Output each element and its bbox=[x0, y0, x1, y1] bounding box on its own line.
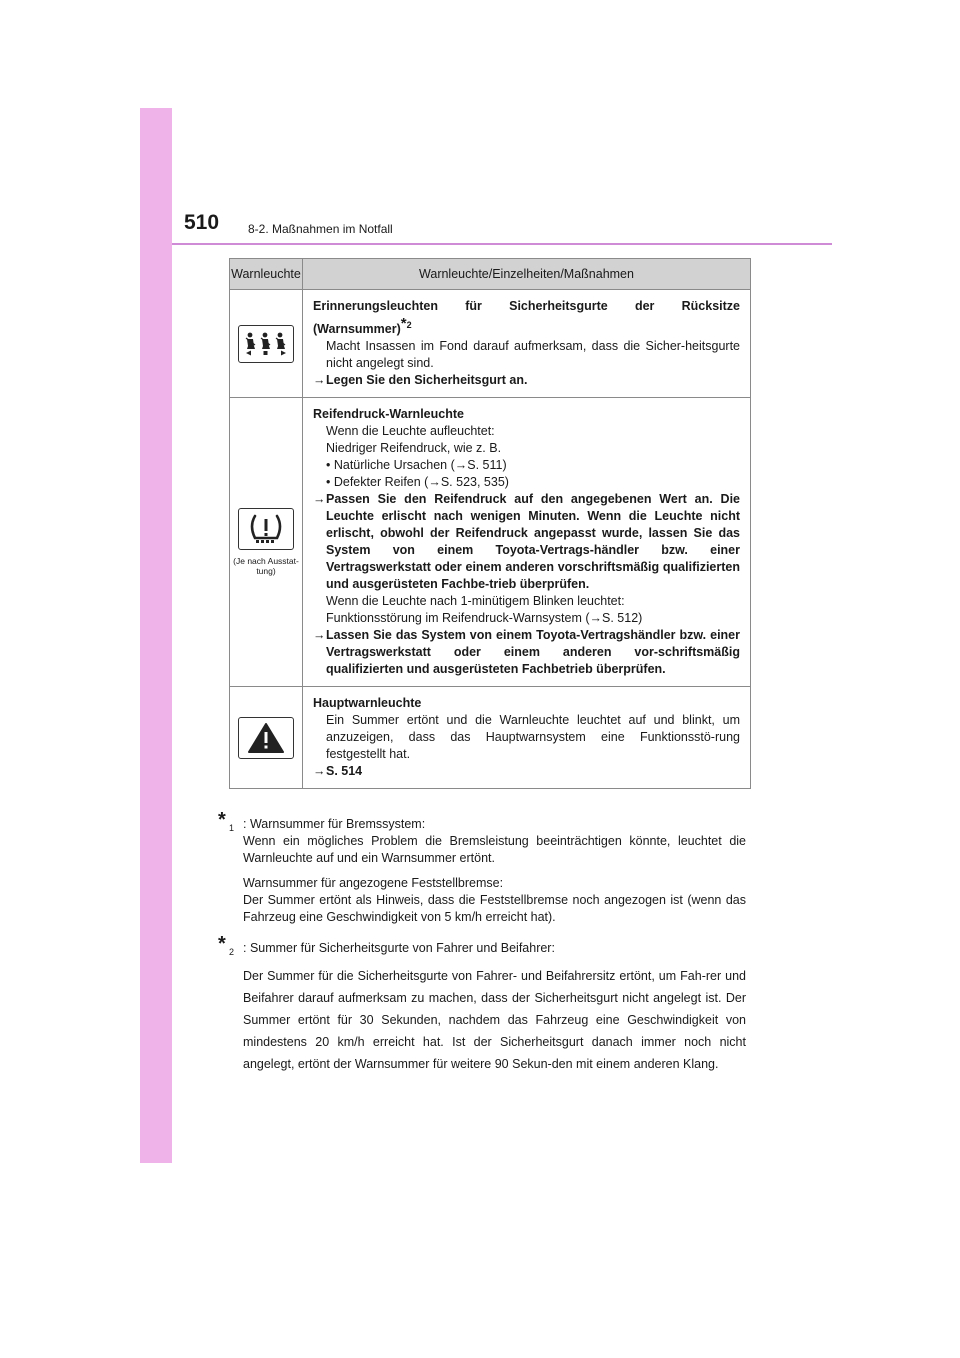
rear-seatbelt-reminder-icon bbox=[238, 325, 294, 363]
section-title: 8-2. Maßnahmen im Notfall bbox=[248, 222, 393, 236]
footnote-2 bbox=[218, 933, 746, 1081]
master-warning-icon bbox=[238, 717, 294, 759]
row-title: Reifendruck-Warnleuchte bbox=[313, 407, 464, 422]
table-header-row bbox=[230, 259, 751, 290]
column-header-warnleuchte: Warnleuchte bbox=[230, 259, 303, 290]
footnote-body: : Summer für Sicherheitsgurte von Fahrer und Beifahrer: Der Summer für die Sicherheitsgurte von Fahrer- und Beifahrersitz ertönt, um Fah-rer und Beifahrer darauf aufmerksam zu machen, dass der Sicherheitsgurt nicht angelegt ist. Der Summer ertönt für 30 Sekunden, nachdem das Fahrzeug eine Geschwindigkeit von mindestens 20 km/h erreicht hat. Ist der Sicherheitsgurt danach immer noch nicht angelegt, ertönt der Warnsummer für weitere 90 Sekun-den mit einem anderen Klang. bbox=[243, 941, 746, 1071]
list-item: • Defekter Reifen (→S. 523, 535) bbox=[326, 475, 509, 490]
row-description: Macht Insassen im Fond darauf aufmerksam, dass die Sicher-heitsgurte nicht angelegt sind. bbox=[326, 339, 740, 371]
table-row bbox=[230, 290, 751, 398]
footnote-body: : Warnsummer für Bremssystem: Wenn ein mögliches Problem die Bremsleistung beeinträchtigen könnte, leuchtet die Warnleuchte auf und ein Warnsummer ertönt. Warnsummer für angezogene Feststellbremse: Der Summer ertönt als Hinweis, dass die Feststellbremse noch angezogen ist (wenn das Fahrzeug eine Geschwindigkeit von 5 km/h erreicht hat). bbox=[243, 817, 746, 924]
footnote-1 bbox=[218, 809, 746, 934]
table-row bbox=[230, 398, 751, 687]
row-text: Wenn die Leuchte nach 1-minütigem Blinken leuchtet: bbox=[326, 594, 625, 609]
row-action: → Lassen Sie das System von einem Toyota-Vertragshändler bzw. einer Vertragswerkstatt oder einem anderen vor-schriftsmäßig qualifizierten und ausgerüsteten Fachbetrieb überprüfen. bbox=[313, 628, 740, 677]
tire-pressure-warning-icon bbox=[238, 508, 294, 550]
icon-cell bbox=[230, 290, 303, 398]
row-action: → Passen Sie den Reifendruck auf den angegebenen Wert an. Die Leuchte erlischt nach wenigen Minuten. Wenn die Leuchte nicht erlischt, obwohl der Reifendruck angepasst wurde, lassen Sie das System von einem Toyota-Vertrags-händler bzw. einer Vertragswerkstatt oder einem anderen vorschriftsmäßig qualifizierten und ausgerüsteten Fachbe-trieb überprüfen. bbox=[313, 492, 740, 592]
row-details bbox=[303, 398, 751, 687]
header-divider bbox=[172, 243, 832, 245]
row-action: → Legen Sie den Sicherheitsgurt an. bbox=[313, 373, 528, 388]
icon-cell bbox=[230, 398, 303, 687]
footnote-marker: * 2 bbox=[218, 933, 235, 957]
row-text: Niedriger Reifendruck, wie z. B. bbox=[326, 441, 502, 456]
row-title: Hauptwarnleuchte bbox=[313, 696, 422, 711]
chapter-sidebar-tab bbox=[140, 108, 172, 1163]
column-header-details: Warnleuchte/Einzelheiten/Maßnahmen bbox=[303, 259, 751, 290]
row-details bbox=[303, 687, 751, 789]
table-row bbox=[230, 687, 751, 789]
warning-light-table bbox=[229, 258, 751, 789]
row-description: Ein Summer ertönt und die Warnleuchte leuchtet auf und blinkt, um anzuzeigen, dass das Hauptwarnsystem eine Funktionsstö-rung festgestellt hat. bbox=[326, 713, 740, 762]
icon-caption: (Je nach Ausstat-tung) bbox=[233, 556, 299, 577]
row-action: → S. 514 bbox=[313, 764, 363, 779]
row-title: Erinnerungsleuchten für Sicherheitsgurte der Rücksitze (Warnsummer)$^{*2}$ bbox=[313, 299, 740, 337]
row-details bbox=[303, 290, 751, 398]
footnotes bbox=[218, 810, 746, 1081]
row-text: Wenn die Leuchte aufleuchtet: bbox=[326, 424, 495, 439]
icon-cell bbox=[230, 687, 303, 789]
list-item: • Natürliche Ursachen (→S. 511) bbox=[326, 458, 507, 473]
page-number: 510 bbox=[184, 211, 220, 234]
row-text: Funktionsstörung im Reifendruck-Warnsystem (→S. 512) bbox=[326, 611, 643, 626]
footnote-marker: * 1 bbox=[218, 809, 235, 833]
